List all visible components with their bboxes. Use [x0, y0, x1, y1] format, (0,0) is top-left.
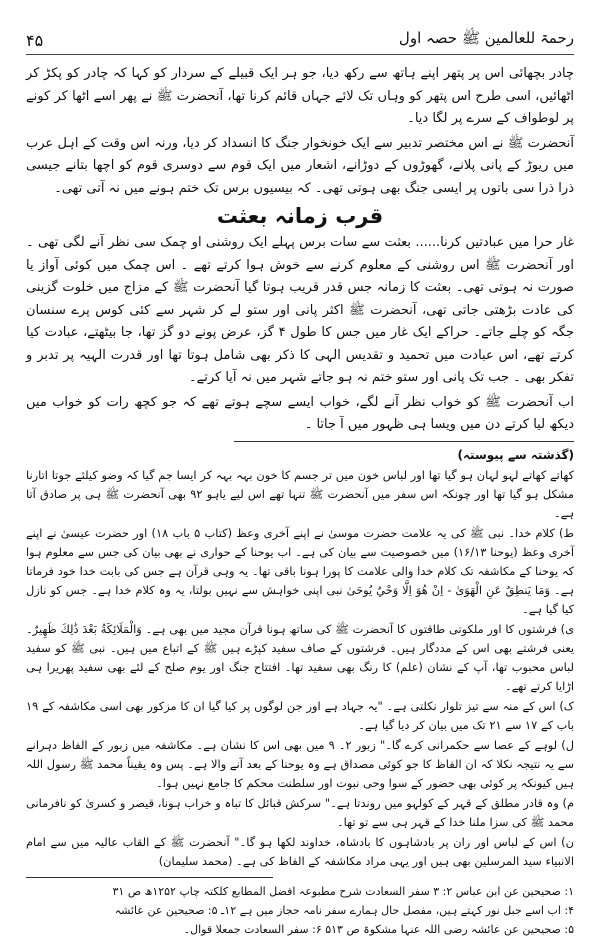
section-title: قرب زمانہ بعثت	[216, 204, 384, 228]
notes-section	[26, 446, 574, 871]
continued-label: (گذشتہ سے پیوستہ)	[457, 447, 574, 462]
note-item: ی) فرشتوں کا اور ملکوتی طاقتوں کا آنحضرت ﷺ کی ساتھ ہونا قرآن مجید میں بھی ہے۔ وَالْمَلَائِكَةُ بَعْدَ ذَٰلِكَ ظَهِيرٌ۔ یعنی فرشتے بھی اس کے مددگار ہیں۔ فرشتوں کے صاف سفید کپڑے ہیں ﷺ کے اتباع میں ہیں۔ نبی ﷺ کو سفید لباس محبوب تھا، آپ کے نشان (علم) کا رنگ بھی سفید تھا۔ افتتاح جنگ اور یوم صلح کے لئے بھی سفید پھریرا ہی اڑایا کرتے تھے۔	[26, 621, 574, 693]
footnote-line: ۱: صحیحین عن ابن عباس ۲: ۳ سفر السعادت شرح مطبوعہ افضل المطابع کلکتہ چاپ ۱۲۵۲ھ ص ۳۱	[112, 884, 574, 898]
page-header	[26, 26, 574, 55]
paragraph: آنحضرت ﷺ نے اس مختصر تدبیر سے ایک خونخوار جنگ کا انسداد کر دیا، ورنہ اس وقت کے اہل عرب میں ریوڑ کے پانی پلانے، گھوڑوں کے دوڑانے، اشعار میں ایک قوم سے دوسری قوم کو اچھا بتانے جیسی ذرا ذرا سی باتوں پر ایسی جنگ بھی ہوتی تھی۔ کہ بیسیوں برس تک ختم ہونے میں نہ آتی تھی۔	[26, 135, 574, 196]
note-item: م) وہ قادر مطلق کے قہر کے کولہو میں روندتا ہے۔" سرکش قبائل کا تباہ و خراب ہونا، قیصر و کسریٰ کو نافرمانی محمد ﷺ کی سزا ملنا خدا کے قہر ہی سے تو تھا۔	[26, 795, 574, 829]
main-text	[26, 63, 574, 200]
note-item: ل) لوہے کے عصا سے حکمرانی کرے گا۔" زبور ۲۔ ۹ میں بھی اس کا نشان ہے۔ مکاشفہ میں زبور کے الفاظ دہرانے سے یہ نتیجہ نکلا کہ ان الفاظ کا جو کوئی مصداق ہے وہ یوحنا کے بعد آنے والا ہے۔ پس وہ یقیناً محمد ﷺ رسول اللہ ہیں کیونکہ پر کوئی بھی حضور کے سوا وحی نبوت اور سلطنت محکم کا جامع نہیں ہوا۔	[26, 737, 575, 790]
running-title: رحمۃ للعالمین ﷺ حصہ اول	[398, 29, 574, 47]
notes-divider	[234, 441, 574, 442]
note-item: ط) کلام خدا۔ نبی ﷺ کی یہ علامت حضرت موسیٰ نے اپنے آخری وعظ (کتاب ۵ باب ۱۸) اور حضرت عیسیٰ نے اپنے آخری وعظ (یوحنا ۱۶/۱۳) میں خصوصیت سے بیان کی ہے۔ اب یوحنا کے حواری نے بھی بیان کی جس سے معلوم ہوا کہ یوحنا کے مکاشفہ تک کلام خدا والی علامت کا پورا ہونا باقی تھا۔ یہ وہی قرآن ہے جس کی بابت خدا خود فرماتا ہے۔ وَمَا یَنطِقُ عَنِ الْهَوَىٰ - اِنْ هُوَ اِلَّا وَحْيٌ يُوحَىٰ نبی اپنی خواہش سے نہیں بولتا، یہ وہ کلام خدا ہے۔ جس کو نازل کیا گیا ہے۔	[26, 525, 575, 616]
note-item: ک) اس کے منہ سے تیز تلوار نکلتی ہے۔ "یہ جہاد ہے اور جن لوگوں پر کیا گیا ان کا مزکور بھی اسی مکاشفہ کے ۱۹ باب کے ۱۷ سے ۲۱ تک میں بیان کر دیا گیا ہے۔	[26, 698, 574, 732]
note-item: کھاتے کھاتے لہو لہان ہو گیا تھا اور لباس خون میں تر جسم کا خون بہہ بہہ کر ایسا جم گیا کہ وضو کیلئے جوتا اتارنا مشکل ہو گیا تھا اور چونکہ اس سفر میں آنحضرت ﷺ تنہا تھے اس لیے یاہو ۹۲ بھی آنحضرت ﷺ ہی پر صادق آتا ہے۔	[26, 467, 574, 520]
page-number: ۴۵	[26, 30, 44, 50]
main-text-2	[26, 232, 574, 437]
note-item: ن) اس کے لباس اور ران پر بادشاہوں کا بادشاہ، خداوند لکھا ہو گا۔" آنحضرت ﷺ کے القاب عالیہ میں سے امام الانبیاء سید المرسلین بھی ہیں اور یہی مراد مکاشفہ کے الفاظ کی ہے۔ (محمد سلیمان)	[26, 834, 574, 868]
footnote-line: ۵: صحیحین عن عائشہ رضی اللہ عنہا مشکوۃ ص ۵۱۳ ۶: سفر السعادت جمعلا قوال۔	[183, 922, 574, 936]
paragraph: چادر بچھائی اس پر پتھر اپنے ہاتھ سے رکھ دیا، جو ہر ایک قبیلے کے سردار کو کہا کہ چادر کو پکڑ کر اٹھائیں، اسی طرح اس پتھر کو وہاں تک لائے جہاں قائم کرنا تھا، آنحضرت ﷺ نے پھر اسے اٹھا کر کونے پر لوطواف کے سرے پر لگا دیا۔	[26, 66, 574, 126]
paragraph: اب آنحضرت ﷺ کو خواب نظر آنے لگے، خواب ایسے سچے ہوتے تھے کہ جو کچھ رات کو خواب میں دیکھ لیا کرتے دن میں ویسا ہی ظہور میں آ جاتا ۔	[26, 394, 574, 432]
paragraph: غار حرا میں عبادتیں کرنا...... بعثت سے سات برس پہلے ایک روشنی او چمک سی نظر آنے لگی تھی ۔ اور آنحضرت ﷺ اس روشنی کے معلوم کرنے سے خوش ہوا کرتے تھے ۔ اس چمک میں کوئی آواز یا صورت نہ ہوتی تھی۔ بعثت کا زمانہ جس قدر قریب ہوتا گیا آنحضرت ﷺ کے مزاج میں خلوت گزینی کی عادت بڑھتی جاتی تھی، آنحضرت ﷺ اکثر پانی اور ستو لے کر شہر سے کئی کوس پرے سنسان جگہ کو چلے جاتے۔ حراکے ایک غار میں جس کا طول ۴ گز، عرض پونے دو گز تھا، جا بیٹھتے، عبادت کیا کرتے تھے، اس عبادت میں تحمید و تقدیس الہی کا ذکر بھی شامل ہوتا تھا اور قدرت الہیہ پر تدبر و تفکر بھی ۔ جب تک پانی اور ستو ختم نہ ہو جاتے شہر میں نہ آیا کرتے۔	[26, 235, 574, 385]
footnote-divider	[26, 877, 273, 878]
footnotes	[26, 882, 574, 939]
footnote-line: ۴: اب اسے جبل نور کہتے ہیں، مفصل حال ہمارے سفر نامہ حجاز میں ہے ۱۲ـ ۵: صحیحین عن عائشہ	[114, 903, 574, 917]
